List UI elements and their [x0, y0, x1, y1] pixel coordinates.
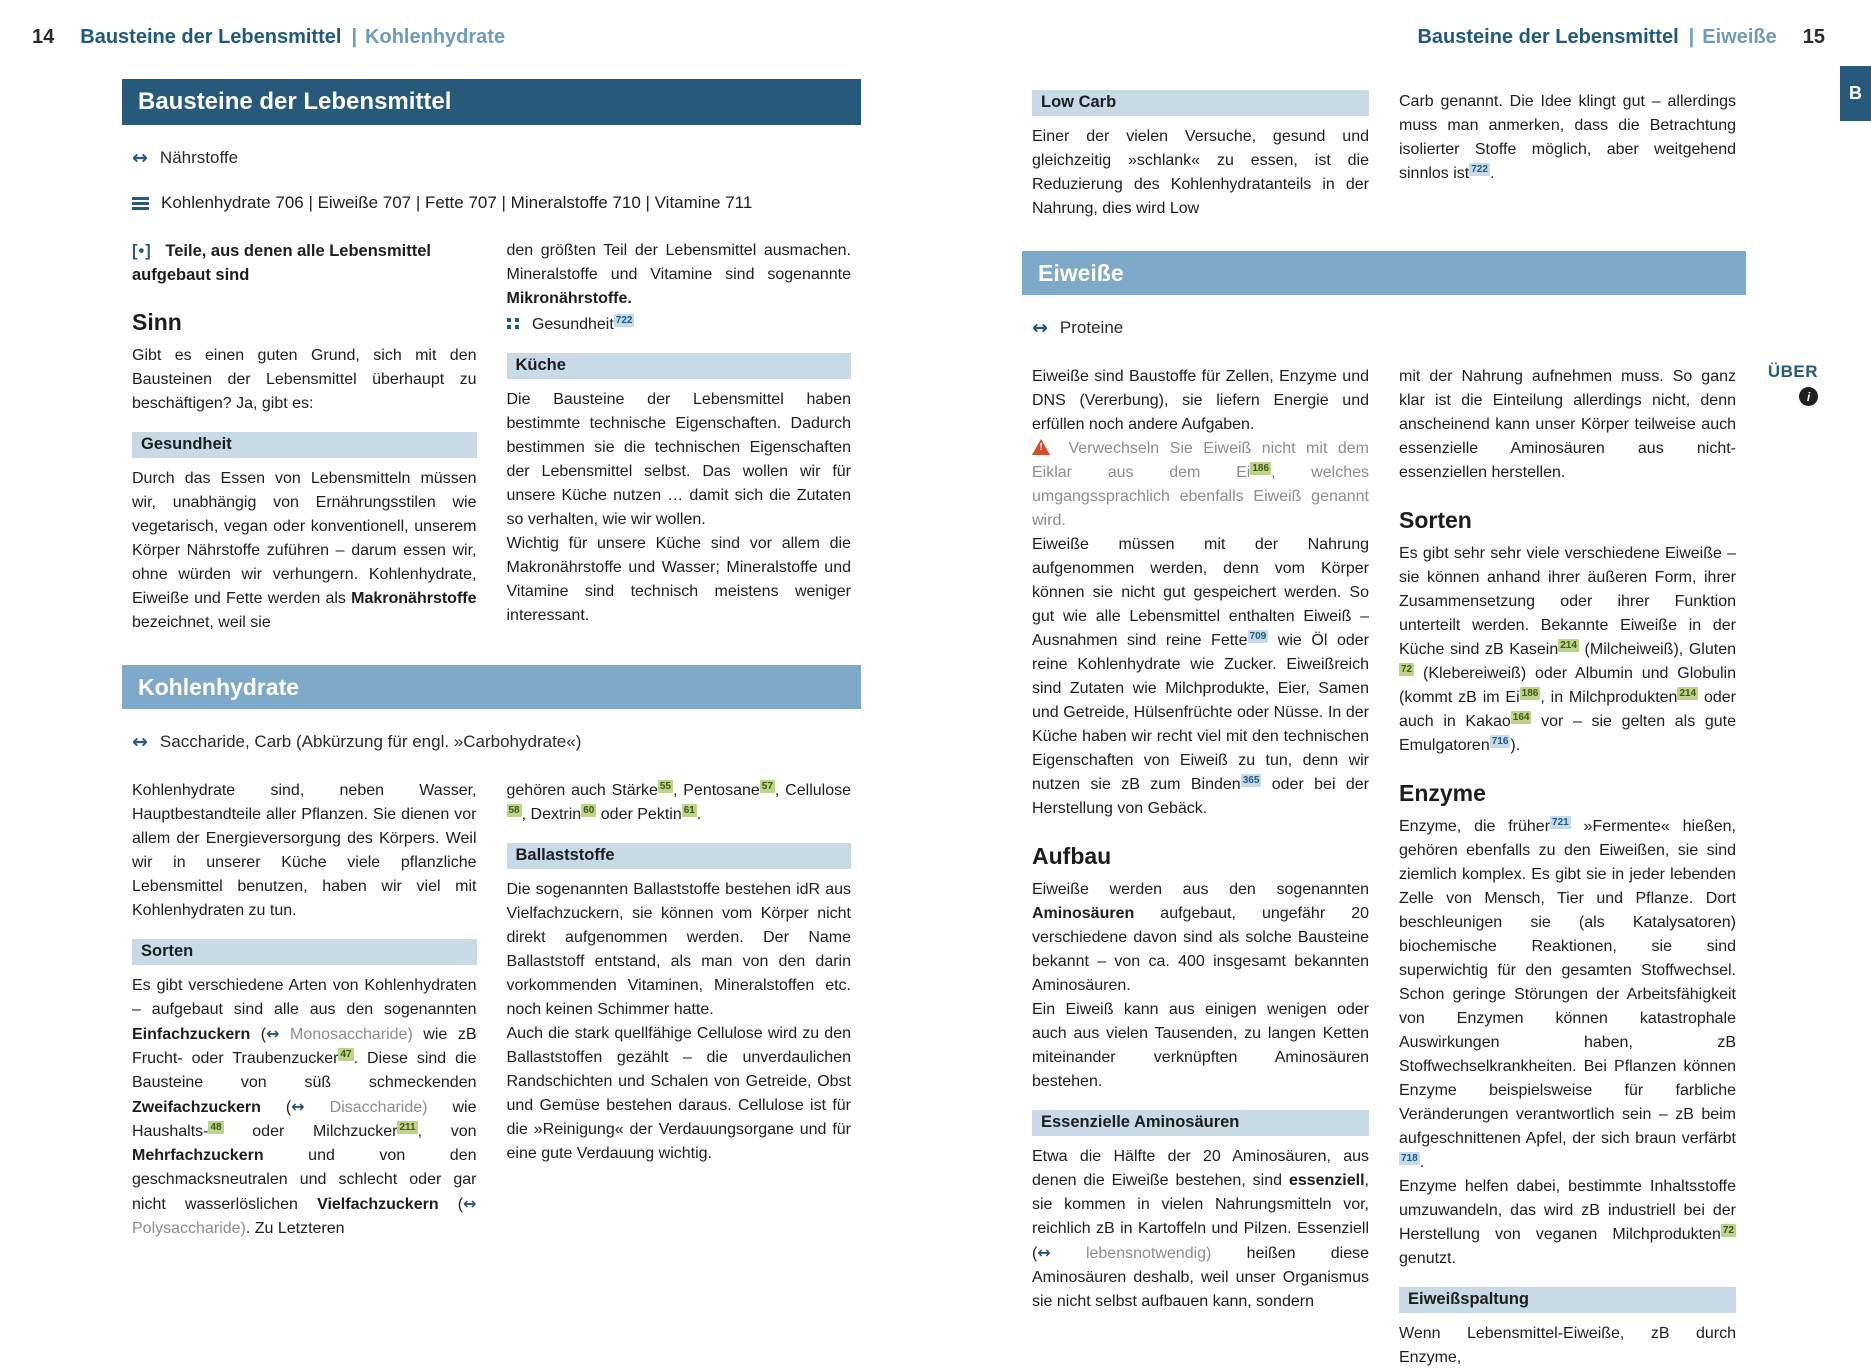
paragraph — [1399, 90, 1736, 186]
subheading-gesundheit: Gesundheit — [132, 432, 477, 458]
text-segment: Enzyme helfen dabei, bestimmte Inhaltsstoffe umzuwandeln, das wird zB industriell bei der Herstellung von veganen Milchprodukten — [1399, 1178, 1736, 1243]
text-segment: Durch das Essen von Lebensmitteln müssen wir, unabhängig von Ernährungsstilen wie vegetarisch, vegan oder konventionell, unserem Körper Nährstoffe zuführen – darum essen wir, ohne würden wir verhungern. Kohlenhydrate, Eiweiße und Fette werden als — [132, 470, 477, 607]
section-title: Eiweiße — [1038, 259, 1124, 286]
text-segment: Mehrfachzuckern — [132, 1147, 264, 1164]
text-segment: Kohlenhydrate sind, neben Wasser, Hauptbestandteile aller Pflanzen. Sie dienen vor allem der Energieversorgung des Körpers. Weil wir in unserer Küche viele pflanzliche Lebensmittel benutzen, haben wir viel mit Kohlenhydraten zu tun. — [132, 782, 477, 919]
page-right — [1022, 90, 1746, 1370]
cross-ref-number: 72 — [1722, 1225, 1734, 1236]
text-segment: Wichtig für unsere Küche sind vor allem die Makronährstoffe und Wasser; Mineralstoffe und Vitamine sind technisch meistens weniger interessant. — [506, 535, 851, 624]
heading-aufbau: Aufbau — [1032, 843, 1112, 869]
text-segment: ( — [438, 1196, 464, 1213]
running-head-section-label: Kohlenhydrate — [365, 26, 506, 48]
cross-ref-number: 48 — [210, 1122, 222, 1133]
text-segment: . — [696, 806, 702, 823]
running-head-separator: | — [351, 26, 358, 48]
paragraph — [1399, 1322, 1736, 1370]
text-segment: mit der Nahrung aufnehmen muss. So ganz klar ist die Einteilung allerdings nicht, denn anscheinend kann unser Körper teilweise auch essenzielle Aminosäuren aus nicht-essenziellen herstellen. — [1399, 368, 1736, 481]
chapter-title: Bausteine der Lebensmittel — [138, 88, 452, 115]
text-segment: Carb genannt. Die Idee klingt gut – allerdings muss man anmerken, dass die Betrachtung isolierter Stoffe möglich, aber weitgehend sinnlos ist — [1399, 93, 1736, 182]
text-segment: Einer der vielen Versuche, gesund und gleichzeitig »schlank« zu essen, ist die Reduzierung des Kohlenhydratanteils in der Nahrung, dies wird Low — [1032, 128, 1369, 217]
paragraph — [507, 878, 852, 1022]
column-right — [1399, 90, 1736, 221]
columns-lowcarb — [1022, 90, 1746, 221]
paragraph — [1032, 998, 1369, 1094]
text-segment: »Fermente« hießen, gehören ebenfalls zu den Eiweißen, sie sind ziemlich komplex. Es gibt sie in jeder lebenden Zelle von Mensch, Tier und Pflanze. Dort beschleunigen sie (als Katalysatoren) biochemische Reaktionen, sie sind superwichtig für den gesamten Stoffwechsel. Schon geringe Störungen der Arbeitsfähigkeit von Enzymen können katastrophale Auswirkungen haben, zB Stoffwechselkrankheiten. Bei Pflanzen können Enzyme beispielsweise für farbliche Veränderungen verantwortlich sein – zB beim aufgeschnittenen Apfel, der sich braun verfärbt — [1399, 818, 1736, 1147]
cross-ref-number: 214 — [1560, 640, 1577, 651]
text-segment: Gesundheit — [531, 316, 614, 333]
text-segment: Disaccharide) — [304, 1099, 428, 1116]
paragraph — [1032, 125, 1369, 221]
synonym-arrows-icon: ↔ — [132, 147, 148, 169]
paragraph — [132, 344, 477, 416]
text-segment: (Klebereiweiß) oder Albumin und Globulin (kommt zB im Ei — [1399, 665, 1736, 706]
heading-enzyme: Enzyme — [1399, 780, 1486, 806]
definition-note-text: Teile, aus denen alle Lebensmittel aufgebaut sind — [132, 242, 431, 284]
page-left — [122, 79, 861, 1241]
text-segment: . — [1489, 165, 1495, 182]
cross-reference-line — [507, 313, 852, 337]
page-number-left: 14 — [32, 26, 55, 48]
subheading-lowcarb: Low Carb — [1032, 90, 1369, 116]
paragraph — [1032, 1145, 1369, 1314]
text-segment: Eiweiße müssen mit der Nahrung aufgenommen werden, denn vom Körper können sie nicht gut gespeichert werden. So gut wie alle Lebensmittel enthalten Eiweiß – Ausnahmen sind reine Fette — [1032, 536, 1369, 649]
cross-ref-number: 186 — [1252, 463, 1270, 474]
running-head-section-right — [1689, 26, 1777, 49]
text-segment: genutzt. — [1399, 1250, 1456, 1267]
text-segment: , Cellulose — [774, 782, 851, 799]
text-segment: und von den geschmacksneutralen und schlecht oder gar nicht wasserlöslichen — [132, 1147, 477, 1213]
synonym-arrows-icon: ↔ — [463, 1194, 477, 1213]
paragraph — [507, 779, 852, 827]
text-segment: . Diese sind die Bausteine von süß schmeckenden — [132, 1050, 477, 1091]
synonym-text: Saccharide, Carb (Abkürzung für engl. »Carbohydrate«) — [159, 732, 582, 751]
text-segment: Monosaccharide) — [279, 1026, 413, 1043]
text-segment: Zweifachzuckern — [132, 1099, 261, 1116]
info-icon — [1799, 387, 1818, 406]
chapter-toc-row — [132, 193, 851, 213]
warning-note — [1032, 437, 1369, 533]
synonym-arrows-icon: ↔ — [291, 1097, 305, 1116]
text-segment: Mikronährstoffe. — [506, 290, 632, 307]
column-right — [507, 779, 852, 1241]
column-right — [507, 239, 852, 635]
synonym-arrows-icon: ↔ — [266, 1024, 280, 1043]
text-segment: Enzyme, die früher — [1399, 818, 1551, 835]
cross-ref-number: 186 — [1521, 688, 1539, 699]
paragraph — [1032, 533, 1369, 821]
subheading-ballaststoffe: Ballaststoffe — [507, 843, 852, 869]
subheading-essenzielle-aminosaeuren: Essenzielle Aminosäuren — [1032, 1110, 1369, 1136]
text-segment: Eiweiße werden aus den sogenannten — [1032, 881, 1369, 898]
text-segment: , welches umgangssprachlich ebenfalls Eiweiß genannt wird. — [1032, 464, 1369, 529]
subheading-kueche: Küche — [507, 353, 852, 379]
running-head-section-label: Eiweiße — [1702, 26, 1777, 48]
text-segment: bezeichnet, weil sie — [132, 614, 271, 631]
text-segment: , in Milchprodukten — [1540, 689, 1678, 706]
text-segment: ( — [260, 1099, 292, 1116]
components-icon: [•] — [132, 242, 152, 260]
text-segment: Etwa die Hälfte der 20 Aminosäuren, aus denen die Eiweiße bestehen, sind — [1032, 1148, 1369, 1189]
text-segment: Ein Eiweiß kann aus einigen wenigen oder auch aus vielen Tausenden, zu langen Ketten miteinander verknüpften Aminosäuren bestehen. — [1032, 1001, 1369, 1090]
running-head-separator: | — [1688, 26, 1695, 48]
synonym-row — [132, 147, 851, 169]
paragraph — [1399, 365, 1736, 485]
paragraph — [1399, 542, 1736, 758]
synonym-arrows-icon: ↔ — [1032, 317, 1048, 339]
column-left — [1032, 90, 1369, 221]
text-segment: wie Haushalts- — [132, 1099, 477, 1140]
text-segment: , Dextrin — [521, 806, 582, 823]
text-segment: oder Milchzucker — [223, 1123, 398, 1140]
text-segment: Eiweiße sind Baustoffe für Zellen, Enzyme und DNS (Vererbung), sie liefern Energie und erfüllen noch andere Aufgaben. — [1032, 368, 1369, 433]
section-title: Kohlenhydrate — [138, 673, 300, 700]
cross-ref-number: 164 — [1512, 712, 1530, 723]
columns-intro — [122, 239, 861, 635]
cross-ref-number: 61 — [683, 805, 695, 816]
text-segment: Es gibt verschiedene Arten von Kohlenhydraten – aufgebaut sind alle aus den sogenannten — [132, 977, 477, 1018]
paragraph — [132, 467, 477, 635]
cross-ref-number: 58 — [508, 805, 520, 816]
running-head-book-title-right: Bausteine der Lebensmittel — [1417, 26, 1679, 48]
text-segment: Einfachzuckern — [132, 1026, 251, 1043]
columns-kohlenhydrate — [122, 779, 861, 1241]
text-segment: essenziell — [1288, 1172, 1365, 1189]
text-segment: (Milcheiweiß), Gluten — [1578, 641, 1737, 658]
margin-note-label: ÜBER — [1767, 362, 1818, 381]
paragraph — [1399, 1175, 1736, 1271]
text-segment: , sie kommen in vielen Nahrungsmitteln vor, reichlich zB in Kartoffeln und Pilzen. Essenziell ( — [1032, 1172, 1369, 1262]
cross-ref-number: 214 — [1679, 688, 1697, 699]
synonym-text: Proteine — [1059, 318, 1124, 337]
text-segment: Makronährstoffe — [351, 590, 477, 607]
text-segment: lebensnotwendig) — [1050, 1245, 1212, 1262]
synonym-text: Nährstoffe — [159, 148, 239, 167]
text-segment: Gibt es einen guten Grund, sich mit den Bausteinen der Lebensmittel überhaupt zu beschäftigen? Ja, gibt es: — [132, 347, 477, 412]
text-segment: oder Pektin — [596, 806, 682, 823]
text-segment: Vielfachzuckern — [317, 1196, 439, 1213]
text-segment: Auch die stark quellfähige Cellulose wird zu den Ballaststoffen gezählt – die unverdaulichen Randschichten und Schalen von Getreide, Obst und Gemüse bestehen daraus. Cellulose ist für die »Reinigung« der Verdauungsorgane und für eine gute Verdauung wichtig. — [506, 1025, 851, 1162]
heading-sorten: Sorten — [1399, 507, 1472, 533]
text-segment: ( — [250, 1026, 267, 1043]
text-segment: , Pentosane — [672, 782, 760, 799]
running-head — [32, 26, 1825, 49]
synonym-row — [132, 731, 851, 753]
text-segment: , von — [417, 1123, 477, 1140]
text-segment: gehören auch Stärke — [506, 782, 658, 799]
text-segment: aufgebaut, ungefähr 20 verschiedene davon sind als solche Bausteine bekannt – von ca. 400 insgesamt bekannten Aminosäuren. — [1032, 905, 1369, 994]
paragraph — [132, 779, 477, 923]
text-segment: den größten Teil der Lebensmittel ausmachen. Mineralstoffe und Vitamine sind sogenannte — [506, 242, 851, 283]
column-left — [132, 779, 477, 1241]
text-segment: wie zB Frucht- oder Traubenzucker — [132, 1026, 477, 1067]
columns-eiweisse — [1022, 365, 1746, 1370]
synonym-arrows-icon: ↔ — [1037, 1243, 1051, 1262]
cross-ref-number: 60 — [583, 805, 595, 816]
list-icon — [132, 197, 149, 210]
definition-note — [132, 239, 477, 287]
heading-sinn: Sinn — [132, 309, 182, 335]
section-bar-kohlenhydrate — [122, 665, 861, 709]
text-segment: . — [1419, 1154, 1425, 1171]
text-segment: . Zu Letzteren — [245, 1220, 345, 1237]
info-icon-glyph: i — [1806, 389, 1811, 404]
paragraph — [132, 974, 477, 1241]
text-segment: Verwechseln Sie Eiweiß nicht mit dem Eiklar aus dem Ei — [1032, 440, 1369, 481]
column-left — [132, 239, 477, 635]
text-segment: Die sogenannten Ballaststoffe bestehen idR aus Vielfachzuckern, sie können vom Körper nicht direkt aufgenommen werden. Der Name Ballaststoff entstand, als man von den darin vorkommenden Vitaminen, Mineralstoffen etc. noch keinen Schimmer hatte. — [506, 881, 851, 1018]
chapter-toc-text: Kohlenhydrate 706 | Eiweiße 707 | Fette 707 | Mineralstoffe 710 | Vitamine 711 — [161, 193, 753, 212]
text-segment: Wenn Lebensmittel-Eiweiße, zB durch Enzyme, — [1399, 1325, 1736, 1366]
cross-ref-number: 722 — [1471, 164, 1488, 175]
text-segment: Die Bausteine der Lebensmittel haben bestimmte technische Eigenschaften. Dadurch bestimmen sie die technischen Eigenschaften der Lebensmittel selbst. Das wollen wir für unsere Küche nutzen … damit sich die Zutaten so verhalten, wie wir wollen. — [506, 391, 851, 528]
subheading-sorten: Sorten — [132, 939, 477, 965]
cross-ref-number: 211 — [399, 1122, 416, 1133]
cross-ref-number: 72 — [1401, 664, 1413, 675]
text-segment: oder auch in Kakao — [1399, 689, 1736, 730]
running-head-section-left — [351, 26, 505, 49]
thumb-index-tab — [1840, 66, 1871, 121]
paragraph — [1032, 878, 1369, 998]
margin-note — [1756, 362, 1818, 406]
paragraph — [507, 388, 852, 532]
cross-ref-number: 718 — [1401, 1153, 1418, 1164]
thumb-index-label: B — [1849, 83, 1862, 103]
cross-ref-number: 365 — [1242, 775, 1260, 786]
paragraph — [1399, 815, 1736, 1175]
paragraph — [507, 239, 852, 311]
page-number-right: 15 — [1802, 26, 1825, 48]
chapter-title-bar — [122, 79, 861, 125]
running-head-left — [32, 26, 505, 49]
cross-reference-icon — [507, 317, 520, 329]
warning-icon — [1032, 439, 1050, 455]
column-left — [1032, 365, 1369, 1370]
cross-reference-text — [532, 316, 635, 333]
paragraph — [507, 532, 852, 628]
text-segment: oder bei der Herstellung von Gebäck. — [1032, 776, 1369, 817]
paragraph — [507, 1022, 852, 1166]
cross-ref-number: 709 — [1249, 631, 1267, 642]
paragraph — [1032, 365, 1369, 437]
cross-ref-number: 722 — [615, 315, 633, 326]
text-segment: Polysaccharide) — [132, 1220, 246, 1237]
cross-ref-number: 716 — [1491, 736, 1509, 747]
cross-ref-number: 47 — [340, 1049, 352, 1060]
text-segment: ). — [1510, 737, 1521, 754]
synonym-arrows-icon: ↔ — [132, 731, 148, 753]
running-head-book-title-left: Bausteine der Lebensmittel — [80, 26, 342, 48]
text-segment: Es gibt sehr sehr viele verschiedene Eiweiße – sie können anhand ihrer äußeren Form, ihrer Zusammensetzung oder ihrer Funktion unterteilt werden. Bekannte Eiweiße in der Küche sind zB Kasein — [1399, 545, 1736, 658]
cross-ref-number: 55 — [659, 781, 671, 792]
text-segment: vor – sie gelten als gute Emulgatoren — [1399, 713, 1737, 754]
text-segment: heißen diese Aminosäuren deshalb, weil unser Organismus sie nicht selbst aufbauen kann, sondern — [1032, 1245, 1370, 1310]
warning-text — [1032, 440, 1369, 529]
section-bar-eiweisse — [1022, 251, 1746, 295]
running-head-right — [1417, 26, 1825, 49]
text-segment: wie Öl oder reine Kohlenhydrate wie Zucker. Eiweißreich sind Zutaten wie Milchprodukte, Eier, Samen und Getreide, Hülsenfrüchte oder Nüsse. In der Küche haben wir recht viel mit den technischen Eigenschaften von Eiweiß zu tun, denn wir nutzen sie zB zum Binden — [1032, 632, 1369, 793]
text-segment: Aminosäuren — [1032, 905, 1135, 922]
cross-ref-number: 57 — [761, 781, 773, 792]
subheading-eiweissspaltung: Eiweißspaltung — [1399, 1287, 1736, 1313]
synonym-row — [1032, 317, 1736, 339]
column-right — [1399, 365, 1736, 1370]
cross-ref-number: 721 — [1552, 817, 1569, 828]
